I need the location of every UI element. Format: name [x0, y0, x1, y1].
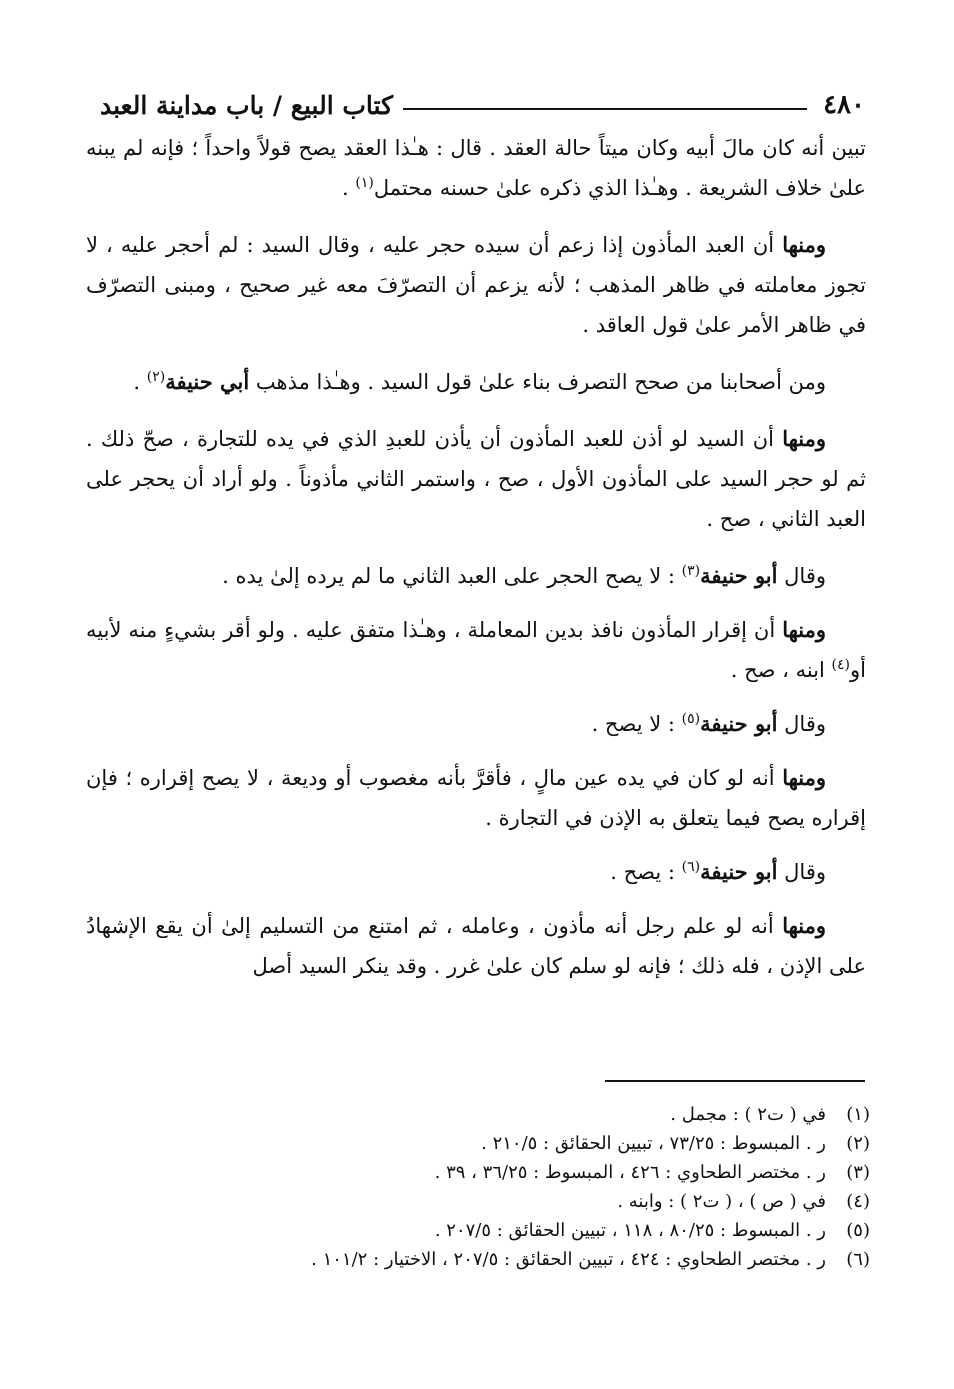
footnote-text: ر . مختصر الطحاوي : ٤٢٦ ، المبسوط : ٣٦/٢٥ ، ٣٩ .	[434, 1162, 826, 1183]
footnote-2	[150, 1129, 870, 1158]
paragraph-7	[86, 704, 866, 744]
scholar-name: أبي حنيفة	[165, 369, 250, 394]
scholar-name: أبو حنيفة	[700, 711, 778, 736]
footnote-6	[150, 1245, 870, 1274]
paragraph-9	[86, 852, 866, 892]
paragraph-text: .	[133, 370, 147, 394]
paragraph-text: .	[342, 176, 356, 200]
footnote-text: في ( ت٢ ) : مجمل .	[670, 1104, 826, 1125]
paragraph-text: : يصح .	[610, 860, 682, 884]
footnote-ref: (٤)	[831, 657, 851, 673]
footnote-3	[150, 1158, 870, 1187]
paragraph-text: وقال	[777, 564, 826, 588]
paragraph-4	[86, 419, 866, 539]
footnote-ref: (١)	[355, 175, 374, 191]
footnote-4	[150, 1187, 870, 1216]
footnote-separator	[605, 1080, 865, 1082]
lead-word: ومنها	[782, 913, 827, 938]
paragraph-6	[86, 610, 866, 690]
paragraph-text: أنه لو كان في يده عين مالٍ ، فأقرَّ بأنه مغصوب أو وديعة ، لا يصح إقراره ؛ فإن إقراره يصح فيما يتعلق به الإذن في التجارة .	[86, 766, 866, 830]
footnotes	[150, 1100, 870, 1274]
footnote-text: ر . مختصر الطحاوي : ٤٢٤ ، تبيين الحقائق : ٢٠٧/٥ ، الاختيار : ١٠١/٢ .	[311, 1249, 826, 1270]
footnote-ref: (٢)	[146, 369, 166, 385]
paragraph-text: أن العبد المأذون إذا زعم أن سيده حجر عليه ، وقال السيد : لم أحجر عليه ، لا تجوز معاملته في ظاهر المذهب ؛ لأنه يزعم أن التصرّفَ معه غير صحيح ، ومبنى التصرّف في ظاهر الأمر علىٰ قول العاقد .	[86, 233, 866, 337]
lead-word: ومنها	[782, 617, 826, 642]
lead-word: ومنها	[782, 426, 826, 451]
lead-word: ومنها	[782, 232, 826, 257]
footnote-text: في ( ص ) ، ( ت٢ ) : وابنه .	[617, 1191, 826, 1212]
paragraph-text: وقال	[777, 860, 826, 884]
paragraph-text: ومن أصحابنا من صحح التصرف بناء علىٰ قول السيد . وهـٰذا مذهب	[249, 370, 826, 394]
paragraph-text: : لا يصح الحجر على العبد الثاني ما لم يرده إلىٰ يده .	[222, 564, 682, 588]
footnote-number: (١)	[846, 1104, 870, 1125]
paragraph-5	[86, 556, 866, 596]
paragraph-text: أن إقرار المأذون نافذ بدين المعاملة ، وهـٰذا متفق عليه . ولو أقر بشيءٍ منه لأبيه أو	[86, 618, 866, 682]
paragraph-text: تبين أنه كان مالَ أبيه وكان ميتاً حالة العقد . قال : هـٰذا العقد يصح قولاً واحداً ؛ فإنه لم يبنه علىٰ خلاف الشريعة . وهـٰذا الذي ذكره علىٰ حسنه محتمل	[86, 136, 866, 200]
paragraph-3	[86, 362, 866, 402]
footnote-number: (٥)	[846, 1220, 870, 1241]
scholar-name: أبو حنيفة	[700, 859, 778, 884]
footnote-ref: (٥)	[681, 711, 701, 727]
footnote-number: (٢)	[846, 1133, 870, 1154]
footnote-number: (٦)	[846, 1249, 870, 1270]
paragraph-text: وقال	[777, 712, 826, 736]
header-title: كتاب البيع / باب مداينة العبد	[100, 91, 393, 120]
footnote-number: (٤)	[846, 1191, 870, 1212]
footnote-ref: (٦)	[681, 859, 701, 875]
footnote-1	[150, 1100, 870, 1129]
paragraph-1	[86, 128, 866, 208]
paragraph-text: ابنه ، صح .	[730, 658, 832, 682]
running-header	[100, 86, 865, 120]
footnote-5	[150, 1216, 870, 1245]
footnote-ref: (٣)	[681, 563, 701, 579]
footnote-text: ر . المبسوط : ٧٣/٢٥ ، تبيين الحقائق : ٢١٠/٥ .	[481, 1133, 826, 1154]
footnote-text: ر . المبسوط : ٨٠/٢٥ ، ١١٨ ، تبيين الحقائق : ٢٠٧/٥ .	[434, 1220, 826, 1241]
paragraph-text: : لا يصح .	[591, 712, 682, 736]
footnote-number: (٣)	[846, 1162, 870, 1183]
paragraph-text: أنه لو علم رجل أنه مأذون ، وعامله ، ثم امتنع من التسليم إلىٰ أن يقع الإشهادُ على الإذن ، فله ذلك ؛ فإنه لو سلم كان علىٰ غرر . وقد ينكر السيد أصل	[86, 914, 866, 978]
page-number: ٤٨٠	[823, 90, 865, 120]
paragraph-10	[86, 906, 866, 986]
paragraph-text: أن السيد لو أذن للعبد المأذون أن يأذن للعبدِ الذي في يده للتجارة ، صحّ ذلك . ثم لو حجر السيد على المأذون الأول ، صح ، واستمر الثاني مأذوناً . ولو أراد أن يحجر على العبد الثاني ، صح .	[86, 427, 866, 531]
main-text	[86, 128, 866, 1003]
header-rule	[403, 108, 807, 110]
scholar-name: أبو حنيفة	[700, 563, 778, 588]
paragraph-8	[86, 758, 866, 838]
paragraph-2	[86, 225, 866, 345]
lead-word: ومنها	[782, 765, 826, 790]
